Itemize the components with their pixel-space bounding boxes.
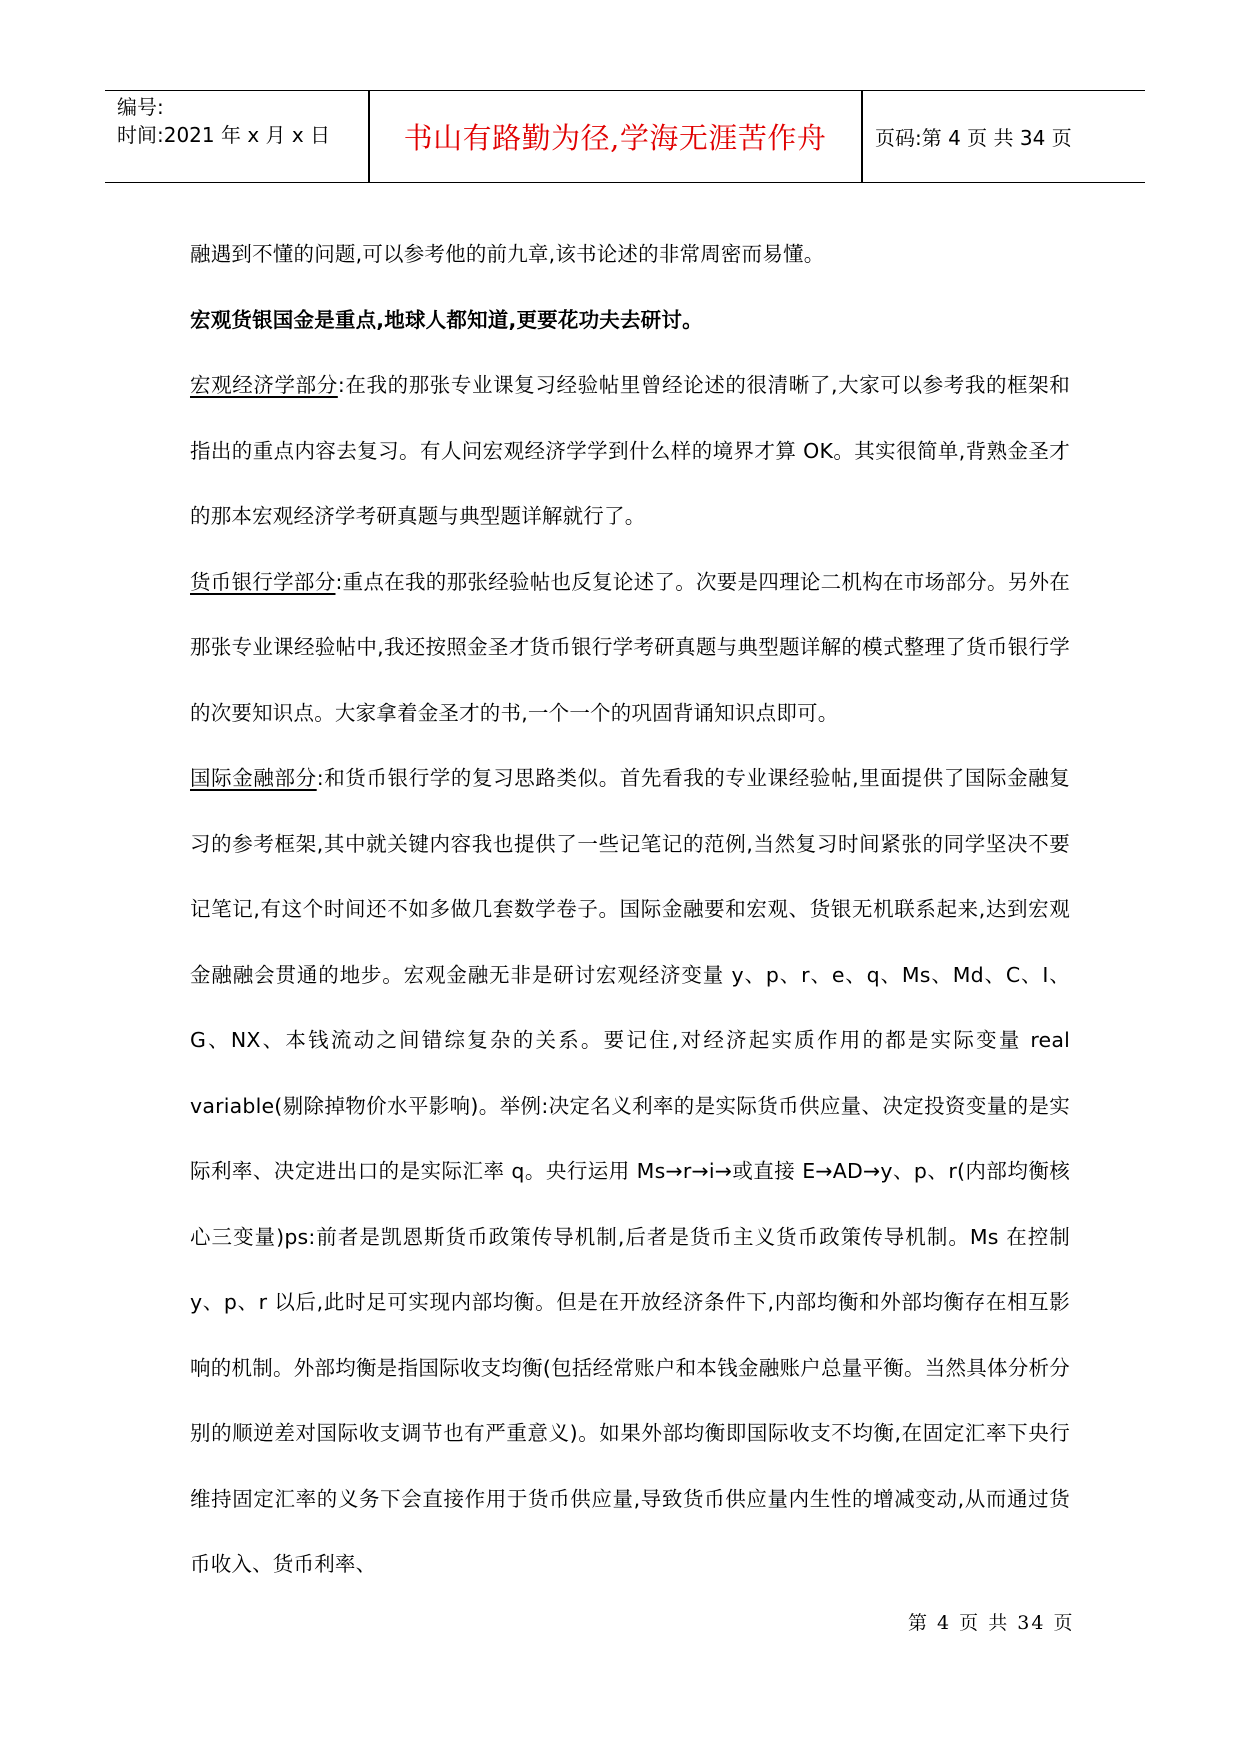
- header-number-label: 编号:: [117, 95, 164, 119]
- header-divider-right: [861, 91, 863, 182]
- paragraph-money-banking: [190, 550, 1070, 747]
- document-header: [105, 90, 1145, 183]
- paragraph-intro: 融遇到不懂的问题,可以参考他的前九章,该书论述的非常周密而易懂。: [190, 242, 825, 266]
- header-time-label: 时间:2021 年 x 月 x 日: [117, 123, 331, 147]
- header-divider-left: [368, 91, 370, 182]
- topic-macroeconomics: 宏观经济学部分: [190, 373, 338, 397]
- paragraph-macroeconomics-text: :在我的那张专业课复习经验帖里曾经论述的很清晰了,大家可以参考我的框架和指出的重点内容去复习。有人问宏观经济学学到什么样的境界才算 OK。其实很简单,背熟金圣才的那本宏观经济学考研真题与典型题详解就行了。: [190, 373, 1070, 528]
- paragraph-international-finance-text: :和货币银行学的复习思路类似。首先看我的专业课经验帖,里面提供了国际金融复习的参考框架,其中就关键内容我也提供了一些记笔记的范例,当然复习时间紧张的同学坚决不要记笔记,有这个时间还不如多做几套数学卷子。国际金融要和宏观、货银无机联系起来,达到宏观金融融会贯通的地步。宏观金融无非是研讨宏观经济变量 y、p、r、e、q、Ms、Md、C、I、G、NX、本钱流动之间错综复杂的关系。要记住,对经济起实质作用的都是实际变量 real variable(剔除掉物价水平影响)。举例:决定名义利率的是实际货币供应量、决定投资变量的是实际利率、决定进出口的是实际汇率 q。央行运用 Ms→r→i→或直接 E→AD→y、p、r(内部均衡核心三变量)ps:前者是凯恩斯货币政策传导机制,后者是货币主义货币政策传导机制。Ms 在控制 y、p、r 以后,此时足可实现内部均衡。但是在开放经济条件下,内部均衡和外部均衡存在相互影响的机制。外部均衡是指国际收支均衡(包括经常账户和本钱金融账户总量平衡。当然具体分析分别的顺逆差对国际收支调节也有严重意义)。如果外部均衡即国际收支不均衡,在固定汇率下央行维持固定汇率的义务下会直接作用于货币供应量,导致货币供应量内生性的增减变动,从而通过货币收入、货币利率、: [190, 766, 1070, 1576]
- page-footer: 第 4 页 共 34 页: [908, 1612, 1075, 1634]
- header-meta: [117, 91, 362, 182]
- topic-money-banking: 货币银行学部分: [190, 569, 336, 594]
- document-body: [190, 222, 1070, 1598]
- paragraph-international-finance: [190, 746, 1070, 1598]
- paragraph-money-banking-text: :重点在我的那张经验帖也反复论述了。次要是四理论二机构在市场部分。另外在那张专业课经验帖中,我还按照金圣才货币银行学考研真题与典型题详解的模式整理了货币银行学的次要知识点。大家拿着金圣才的书,一个一个的巩固背诵知识点即可。: [190, 569, 1070, 725]
- paragraph-emphasis: 宏观货银国金是重点,地球人都知道,更要花功夫去研讨。: [190, 307, 703, 332]
- header-motto: 书山有路勤为径,学海无涯苦作舟: [403, 121, 827, 155]
- topic-international-finance: 国际金融部分: [190, 766, 317, 790]
- paragraph-macroeconomics: [190, 353, 1070, 550]
- header-page-label: 页码:第 4 页 共 34 页: [875, 126, 1072, 150]
